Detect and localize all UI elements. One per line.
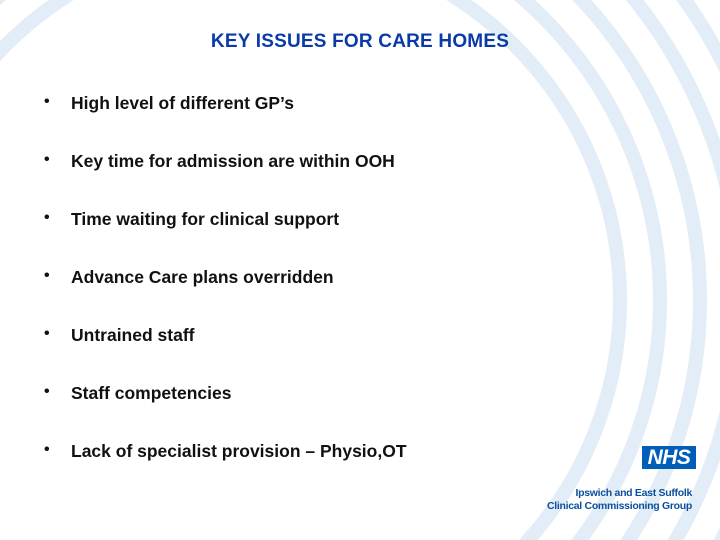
bullet-text: Untrained staff	[71, 325, 195, 345]
nhs-logo-badge: NHS	[642, 446, 696, 469]
bullet-list	[44, 93, 407, 499]
bullet-text: Key time for admission are within OOH	[71, 151, 395, 171]
bullet-symbol: •	[44, 151, 50, 168]
organisation-name	[547, 487, 692, 513]
bullet-symbol: •	[44, 93, 50, 110]
bullet-text: Staff competencies	[71, 383, 232, 403]
bullet-item	[44, 151, 407, 209]
bullet-text: Advance Care plans overridden	[71, 267, 334, 287]
slide-title: KEY ISSUES FOR CARE HOMES	[210, 31, 510, 52]
bullet-symbol: •	[44, 441, 50, 458]
bullet-text: Time waiting for clinical support	[71, 209, 340, 229]
bullet-symbol: •	[44, 209, 50, 226]
bullet-symbol: •	[44, 383, 50, 400]
bullet-text: Lack of specialist provision – Physio,OT	[71, 441, 407, 461]
bullet-symbol: •	[44, 267, 50, 284]
org-name-line: Clinical Commissioning Group	[546, 500, 692, 512]
bullet-item	[44, 267, 407, 325]
bullet-text: High level of different GP’s	[71, 93, 294, 113]
bullet-item	[44, 209, 407, 267]
bullet-item	[44, 325, 407, 383]
bullet-symbol: •	[44, 325, 50, 342]
bullet-item	[44, 383, 407, 441]
bullet-item	[44, 93, 407, 151]
org-name-line: Ipswich and East Suffolk	[575, 487, 692, 499]
bullet-item	[44, 441, 407, 499]
